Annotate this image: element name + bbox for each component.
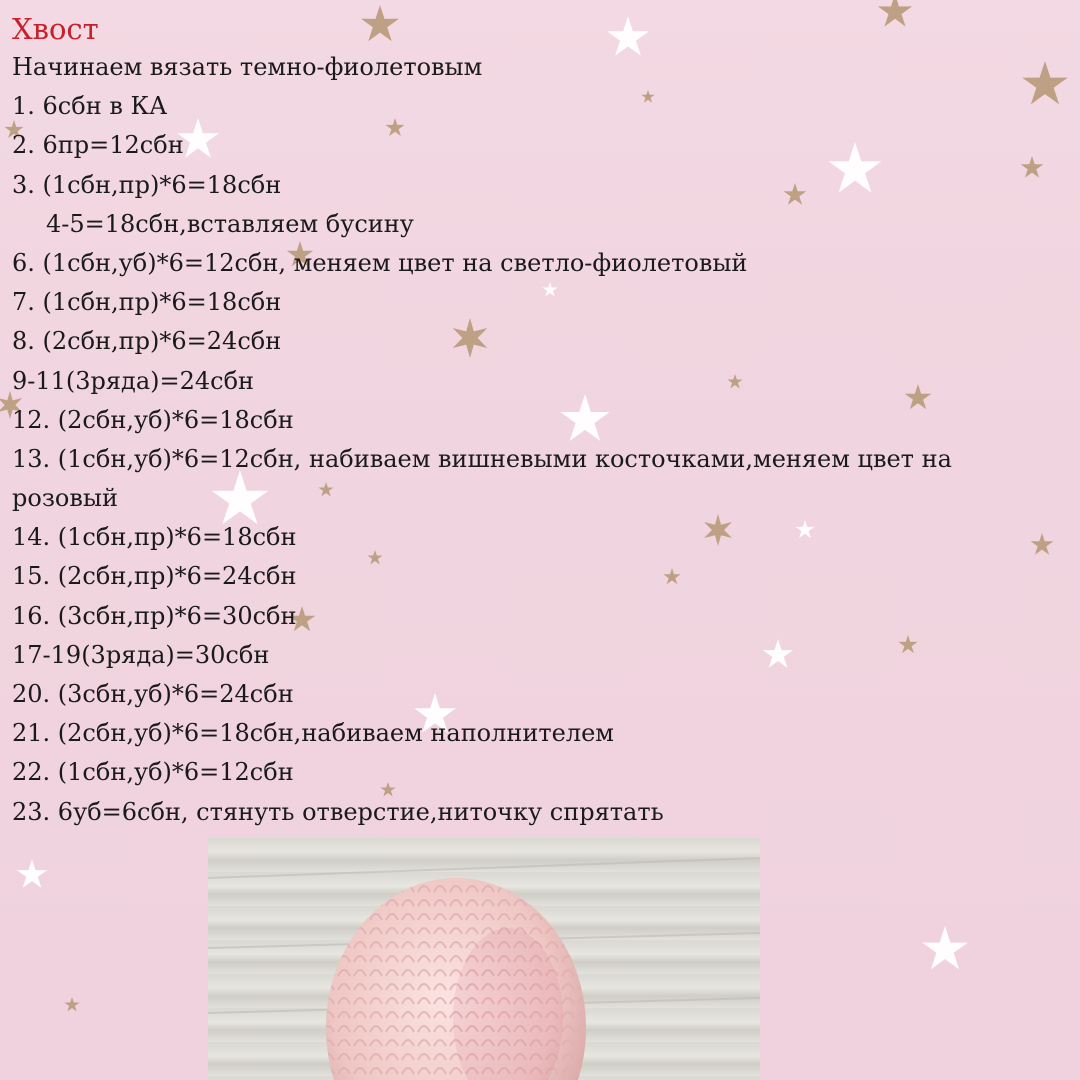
instruction-line: 2. 6пр=12сбн <box>12 131 184 160</box>
crochet-ball-image <box>208 838 760 1080</box>
instruction-line: 15. (2сбн,пр)*6=24сбн <box>12 562 297 591</box>
instruction-line: 12. (2сбн,уб)*6=18сбн <box>12 405 294 434</box>
instruction-line: 7. (1сбн,пр)*6=18сбн <box>12 288 282 317</box>
instruction-line: 9-11(3ряда)=24сбн <box>12 366 255 395</box>
instruction-line: 1. 6сбн в КА <box>12 92 168 121</box>
instruction-line: розовый <box>12 484 118 513</box>
instruction-line: 20. (3сбн,уб)*6=24сбн <box>12 680 294 708</box>
star-icon <box>17 859 47 888</box>
instruction-line: 14. (1сбн,пр)*6=18сбн <box>12 523 297 552</box>
star-icon <box>64 997 79 1012</box>
instruction-line: 6. (1сбн,уб)*6=12сбн, меняем цвет на светло-фиолетовый <box>12 248 748 277</box>
instruction-line: 22. (1сбн,уб)*6=12сбн <box>12 758 294 787</box>
instruction-line: 21. (2сбн,уб)*6=18сбн,набиваем наполнителем <box>12 719 614 748</box>
instruction-line: 23. 6уб=6сбн, стянуть отверстие,ниточку спрятать <box>12 797 664 826</box>
instruction-line: 17-19(3ряда)=30сбн <box>12 640 270 669</box>
instruction-line: Начинаем вязать темно-фиолетовым <box>12 53 483 81</box>
instruction-line: 16. (3сбн,пр)*6=30сбн <box>12 601 297 630</box>
crochet-photo <box>208 838 760 1080</box>
star-icon <box>922 926 968 969</box>
instruction-line: 8. (2сбн,пр)*6=24сбн <box>12 327 282 356</box>
instruction-list <box>12 48 1072 832</box>
instruction-line: 4-5=18сбн,вставляем бусину <box>46 209 414 238</box>
pattern-text <box>12 10 1072 832</box>
instruction-line: 13. (1сбн,уб)*6=12сбн, набиваем вишневыми косточками,меняем цвет на <box>12 444 952 473</box>
instruction-line: 3. (1сбн,пр)*6=18сбн <box>12 170 282 199</box>
page-title: Хвост <box>12 12 99 46</box>
